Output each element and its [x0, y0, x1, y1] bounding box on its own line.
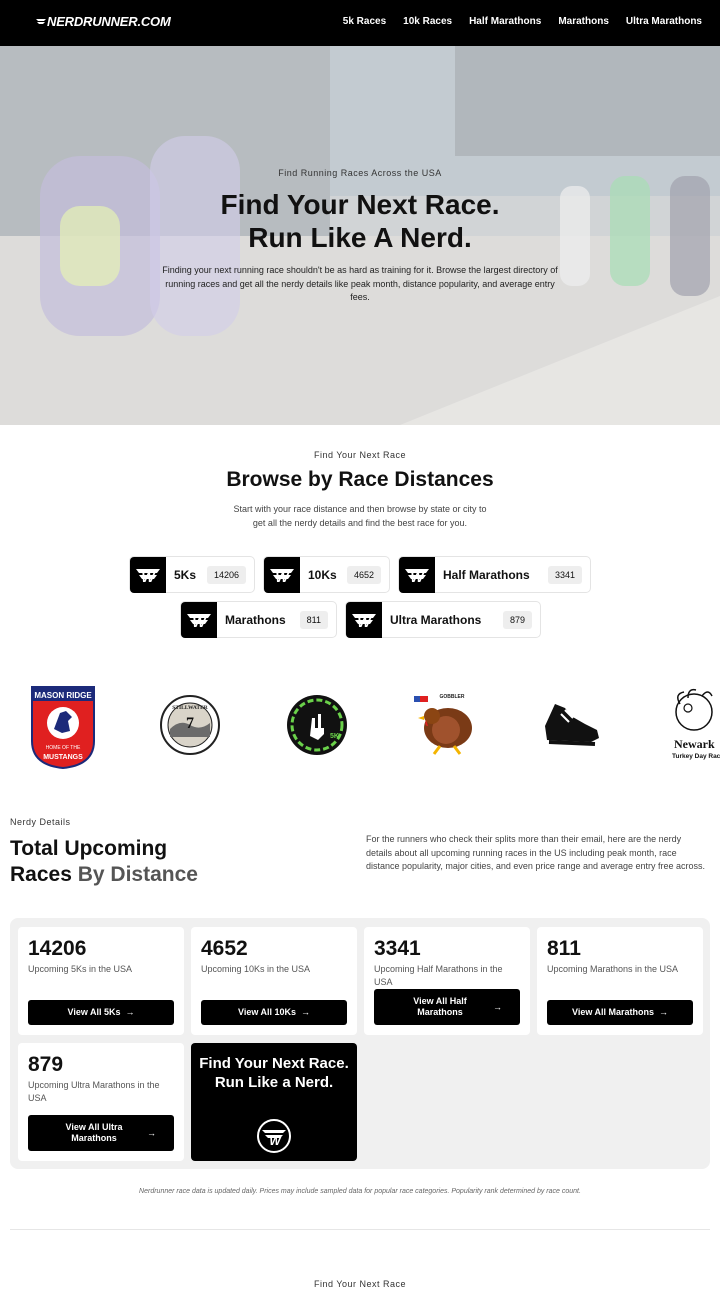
newark-turkey-day-logo[interactable] — [668, 686, 720, 768]
nerdy-eyebrow: Nerdy Details — [10, 817, 71, 827]
nerdrunner-logo-icon — [399, 557, 435, 593]
stat-number: 811 — [547, 937, 581, 960]
nerdrunner-logo-icon — [181, 602, 217, 638]
svg-text:MUSTANGS: MUSTANGS — [43, 754, 83, 761]
view-all-half-marathons-button[interactable] — [374, 989, 520, 1025]
svg-text:HOME OF THE: HOME OF THE — [45, 745, 81, 751]
svg-text:5K: 5K — [330, 733, 339, 740]
nerdy-title — [10, 836, 198, 888]
chip-count: 14206 — [207, 566, 246, 584]
stat-card-ultra-marathons — [18, 1043, 184, 1161]
stat-card-5k — [18, 927, 184, 1035]
nav-link-10k[interactable]: 10k Races — [403, 16, 453, 27]
svg-text:STILLWATER: STILLWATER — [172, 705, 208, 711]
nav-links — [343, 16, 702, 27]
stat-caption: Upcoming 5Ks in the USA — [28, 964, 133, 974]
distance-chip-half-marathons[interactable] — [398, 556, 591, 593]
nav-link-half-marathons[interactable]: Half Marathons — [469, 16, 542, 27]
chip-label: Ultra Marathons — [390, 612, 482, 627]
nerdy-description: For the runners who check their splits more than their email, here are the nerdy details about all upcoming running races in the US including peak month, race distance popularity, major cities, and even price range and average entry free across. — [366, 834, 706, 871]
gobbler-turkey-logo[interactable] — [410, 690, 478, 758]
chip-count: 879 — [503, 611, 532, 629]
rock-5k-logo[interactable] — [286, 694, 348, 756]
svg-text:W: W — [269, 1134, 281, 1148]
button-label: View All Half Marathons — [413, 996, 467, 1017]
svg-text:W: W — [357, 613, 371, 630]
button-label: View All 5Ks — [67, 1007, 121, 1017]
svg-text:Turkey Day Rac: Turkey Day Rac — [672, 753, 720, 760]
arrow-right-icon: → — [147, 1127, 156, 1138]
view-all-marathons-button[interactable] — [547, 1000, 693, 1025]
stat-number: 14206 — [28, 937, 87, 960]
stats-panel — [10, 918, 710, 1169]
stat-caption: Upcoming 10Ks in the USA — [201, 964, 311, 974]
chip-label: Half Marathons — [443, 567, 530, 582]
button-label: View All Ultra Marathons — [65, 1122, 123, 1143]
chip-count: 4652 — [347, 566, 381, 584]
button-label: View All Marathons — [571, 1007, 655, 1017]
promo-text: Find Your Next Race. Run Like a Nerd. — [199, 1055, 349, 1091]
svg-text:GOBBLER: GOBBLER — [439, 694, 465, 700]
arrow-right-icon: → — [125, 1007, 135, 1017]
nerdrunner-logo-icon — [256, 1118, 292, 1154]
nerdrunner-logo-icon — [130, 557, 166, 593]
svg-text:W: W — [275, 568, 289, 585]
view-all-10ks-button[interactable] — [201, 1000, 347, 1025]
stillwater-7-logo[interactable] — [160, 695, 220, 755]
nerdy-title-races: Races — [10, 863, 78, 886]
hero-title-line1: Find Your Next Race. — [220, 189, 500, 220]
promo-card[interactable] — [191, 1043, 357, 1161]
chip-count: 3341 — [548, 566, 582, 584]
hero-title — [0, 188, 720, 254]
nav-link-5k[interactable]: 5k Races — [342, 16, 387, 27]
data-footnote: Nerdrunner race data is updated daily. Prices may include sampled data for popular race categories. Popularity rank determined by race count. — [139, 1188, 581, 1195]
browse-eyebrow: Find Your Next Race — [313, 450, 407, 460]
nerdy-title-by-distance: By Distance — [77, 863, 198, 886]
logo-text: NERDRUNNER.COM — [47, 14, 171, 29]
stat-card-marathons — [537, 927, 703, 1035]
view-all-ultra-marathons-button[interactable] — [28, 1115, 174, 1151]
bottom-eyebrow: Find Your Next Race — [313, 1279, 407, 1289]
stat-caption: Upcoming Half Marathons in the USA — [374, 964, 503, 987]
nerdrunner-logo-icon — [264, 557, 300, 593]
hero-section — [0, 46, 720, 425]
nerdrunner-logo-icon — [346, 602, 382, 638]
race-logo-strip — [0, 682, 720, 772]
distance-chip-10k[interactable] — [263, 556, 390, 593]
chip-label: 5Ks — [174, 567, 197, 582]
svg-text:MASON RIDGE: MASON RIDGE — [34, 691, 92, 700]
svg-text:Newark: Newark — [674, 737, 715, 751]
nav-link-marathons[interactable]: Marathons — [558, 16, 609, 27]
view-all-5ks-button[interactable] — [28, 1000, 174, 1025]
site-logo[interactable] — [36, 14, 171, 29]
chip-count: 811 — [300, 611, 328, 629]
nav-link-ultra-marathons[interactable]: Ultra Marathons — [625, 16, 702, 27]
distance-chip-5k[interactable] — [129, 556, 255, 593]
stat-number: 3341 — [374, 937, 421, 960]
distance-chip-marathons[interactable] — [180, 601, 337, 638]
stat-card-10k — [191, 927, 357, 1035]
browse-title: Browse by Race Distances — [226, 468, 494, 491]
section-divider — [10, 1229, 710, 1230]
hero-eyebrow: Find Running Races Across the USA — [278, 168, 442, 178]
chip-label: 10Ks — [308, 567, 337, 582]
arrow-right-icon: → — [493, 1001, 502, 1012]
browse-description: Start with your race distance and then browse by state or city to get all the nerdy details and find the best race for you. — [233, 504, 487, 528]
stat-number: 4652 — [201, 937, 248, 960]
stat-card-half-marathons — [364, 927, 530, 1035]
running-shoe-icon[interactable] — [541, 696, 601, 750]
svg-text:W: W — [192, 613, 206, 630]
nerdy-title-line1: Total Upcoming — [10, 837, 168, 860]
distance-chip-ultra-marathons[interactable] — [345, 601, 541, 638]
logo-wing-icon — [36, 17, 46, 27]
svg-text:W: W — [410, 568, 424, 585]
svg-text:7: 7 — [186, 715, 194, 732]
arrow-right-icon: → — [659, 1007, 669, 1017]
arrow-right-icon: → — [301, 1007, 311, 1017]
chip-label: Marathons — [225, 612, 286, 627]
stat-number: 879 — [28, 1053, 64, 1076]
svg-text:W: W — [141, 568, 155, 585]
button-label: View All 10Ks — [237, 1007, 297, 1017]
top-nav — [0, 0, 720, 46]
mason-ridge-logo[interactable] — [30, 685, 96, 769]
hero-description: Finding your next running race shouldn't be as hard as training for it. Browse the largest directory of running races and get all the nerdy details like peak month, distance popularity, and average entry fees. — [162, 265, 558, 302]
stat-caption: Upcoming Marathons in the USA — [547, 964, 679, 974]
nerdy-title-line2 — [10, 862, 198, 888]
stat-caption: Upcoming Ultra Marathons in the USA — [28, 1080, 160, 1103]
hero-title-line2: Run Like A Nerd. — [248, 222, 472, 253]
